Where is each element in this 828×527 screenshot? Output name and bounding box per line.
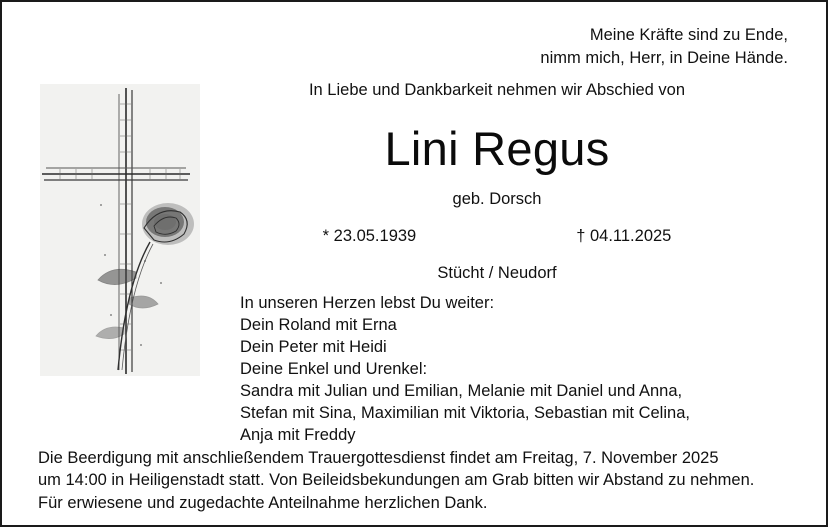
footer-line: Für erwiesene und zugedachte Anteilnahme herzlichen Dank. (38, 493, 488, 512)
family-line: Sandra mit Julian und Emilian, Melanie mit Daniel und Anna, (240, 381, 683, 400)
birth-date: * 23.05.1939 (322, 227, 417, 246)
family-line: Stefan mit Sina, Maximilian mit Viktoria, Sebastian mit Celina, (240, 403, 690, 422)
footer-line: um 14:00 in Heiligenstadt statt. Von Beileidsbekundungen am Grab bitten wir Abstand zu nehmen. (38, 471, 755, 490)
place-text: Stücht / Neudorf (437, 264, 557, 283)
verse-block (540, 24, 788, 71)
family-line: Deine Enkel und Urenkel: (240, 359, 428, 378)
verse-line-1: Meine Kräfte sind zu Ende, (589, 26, 788, 44)
death-date: † 04.11.2025 (576, 227, 672, 246)
life-dates (202, 227, 792, 246)
verse-line-2: nimm mich, Herr, in Deine Hände. (540, 49, 788, 68)
intro-text: In Liebe und Dankbarkeit nehmen wir Abschied von (308, 81, 686, 99)
family-line: Anja mit Freddy (240, 425, 356, 444)
cross-with-rose-image (40, 84, 200, 376)
main-column (202, 80, 792, 283)
maiden-name: geb. Dorsch (452, 190, 542, 209)
family-line: Dein Peter mit Heidi (240, 337, 387, 356)
family-line: Dein Roland mit Erna (240, 315, 397, 334)
family-heading: In unseren Herzen lebst Du weiter: (240, 294, 495, 312)
family-block (240, 293, 690, 447)
footer-line: Die Beerdigung mit anschließendem Trauergottesdienst findet am Freitag, 7. November 2025 (38, 449, 719, 467)
funeral-details (38, 447, 796, 514)
deceased-name: Lini Regus (384, 122, 610, 176)
